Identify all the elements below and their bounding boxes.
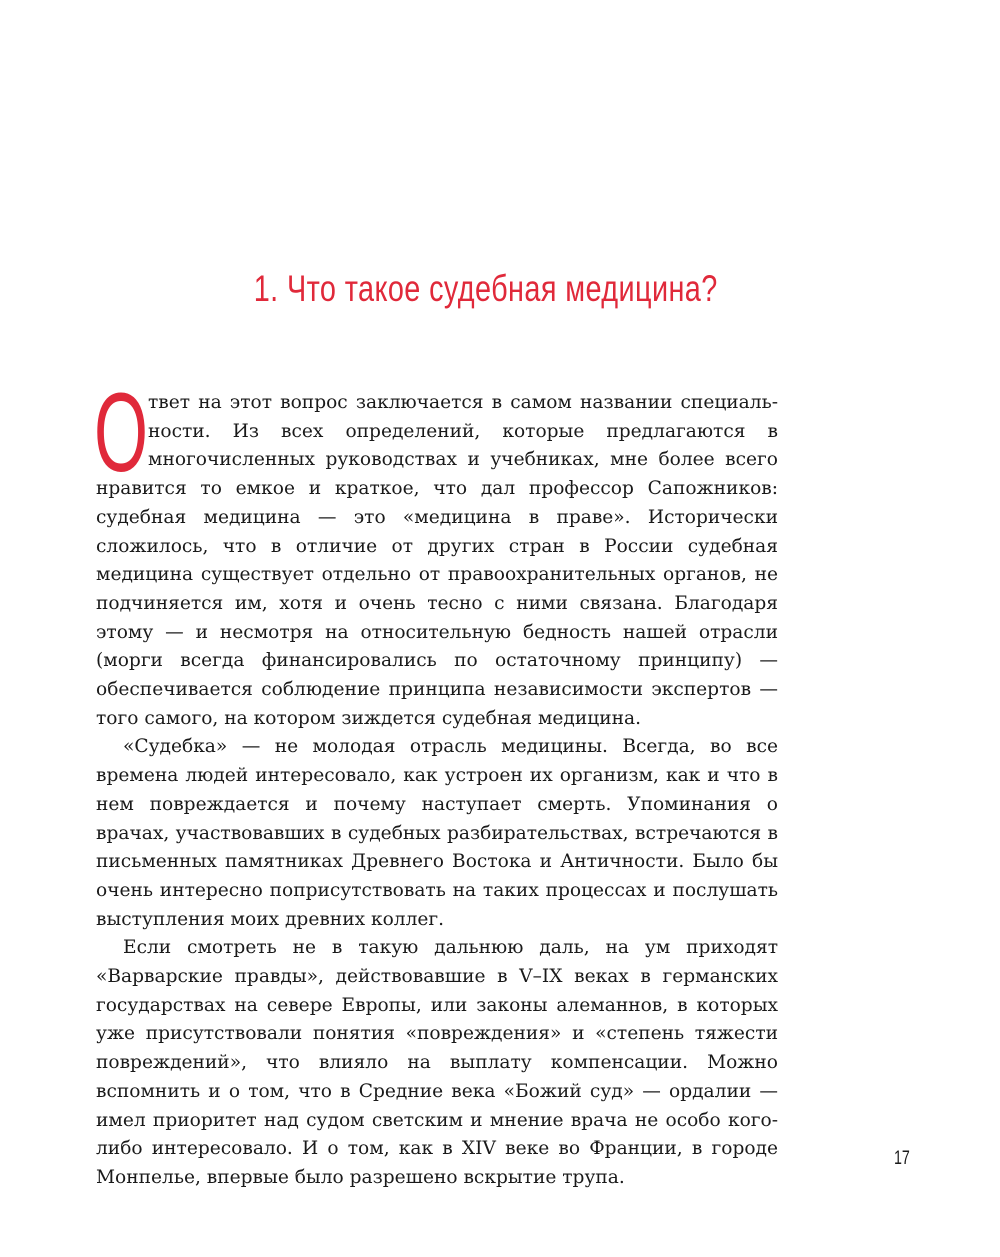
drop-cap: О [94, 370, 149, 495]
paragraph-1-text: твет на этот вопрос заключается в самом названии специальности. Из всех определений, которые предлагаются в многочисленных руководствах и учебниках, мне более всего нравится то емкое и краткое, что дал профессор Сапожников: судебная медицина — это «медицина в праве». Исторически сложилось, что в отличие от других стран в России судебная медицина существует отдельно от правоохранительных органов, не подчиняется им, хотя и очень тесно с ними связана. Благодаря этому — и несмотря на относительную бедность нашей отрасли (морги всегда финансировались по остаточному принципу) — обеспечивается соблюдение принципа независимости экспертов — того самого, на котором зиждется судебная медицина. [96, 392, 778, 729]
page-number: 17 [894, 1148, 910, 1169]
paragraph-2: «Судебка» — не молодая отрасль медицины. Всегда, во все времена людей интересовало, как устроен их организм, как и что в нем повреждается и почему наступает смерть. Упоминания о врачах, участвовавших в судебных разбирательствах, встречаются в письменных памятниках Древнего Востока и Античности. Было бы очень интересно поприсутствовать на таких процессах и послушать выступления моих древних коллег. [96, 736, 778, 930]
chapter-title: 1. Что такое судебная медицина? [253, 268, 718, 309]
paragraph-3: Если смотреть не в такую дальнюю даль, на ум приходят «Варварские правды», действовавшие в V–IX веках в германских государствах на севере Европы, или законы алеманнов, в которых уже присутствовали понятия «повреждения» и «степень тяжести повреждений», что влияло на выплату компенсации. Можно вспомнить и о том, что в Средние века «Божий суд» — ордалии — имел приоритет над судом светским и мнение врача не особо кого-либо интересовало. И о том, как в XIV веке во Франции, в городе Монпелье, впервые было разрешено вскрытие трупа. [96, 937, 778, 1188]
paragraph-1 [94, 370, 778, 733]
chapter-body [94, 370, 778, 1193]
